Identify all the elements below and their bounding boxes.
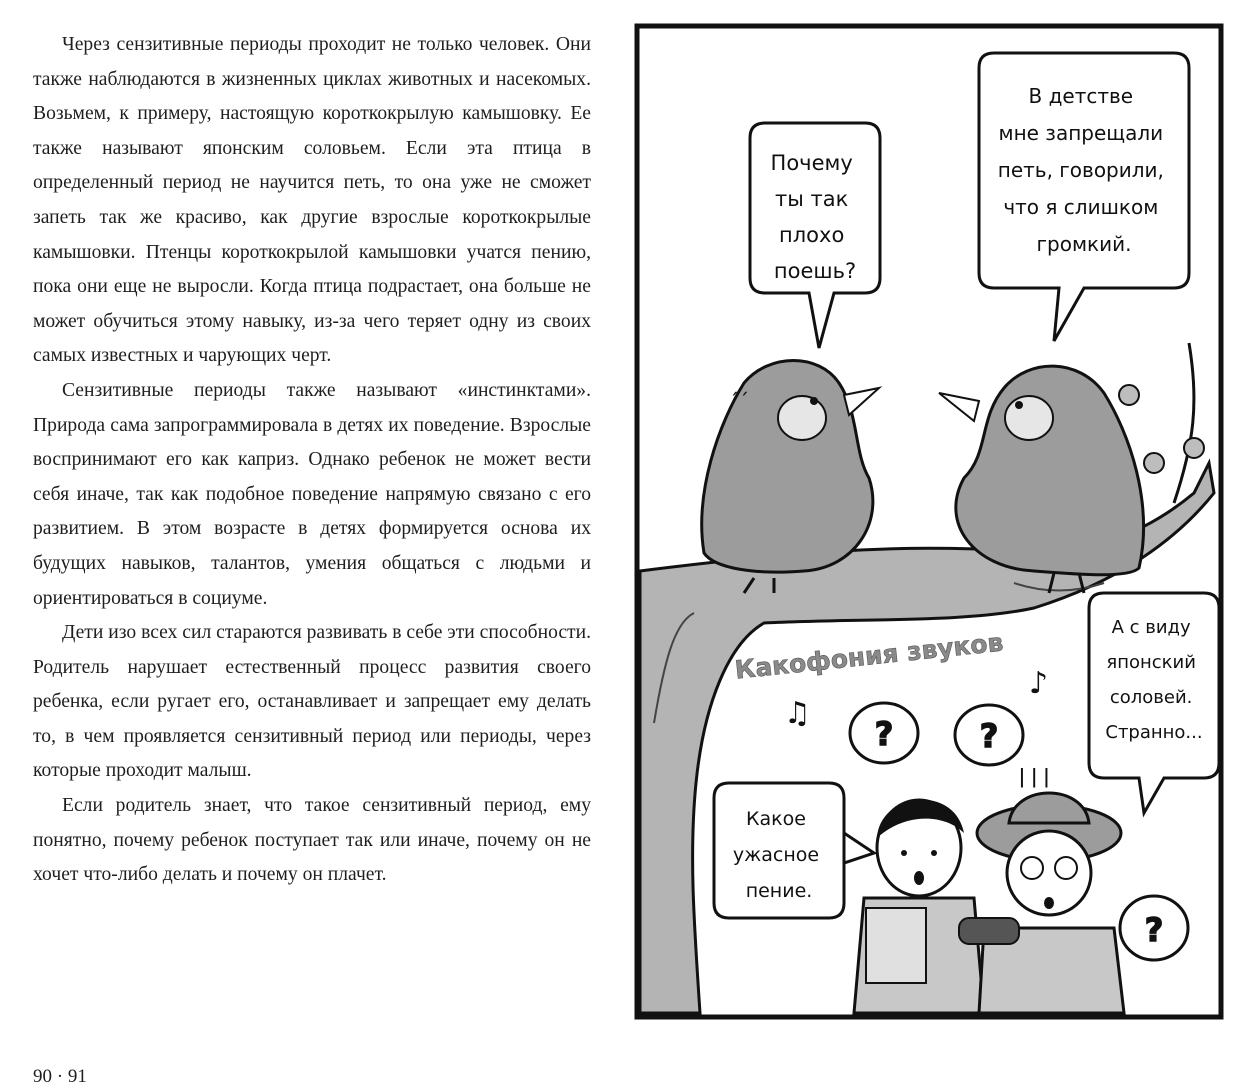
comic-panel xyxy=(634,23,1224,1020)
observer-left-line-3: пение. xyxy=(745,880,813,902)
caption-cacophony: Какофония звуков xyxy=(733,627,1005,685)
blossom-icon xyxy=(1184,438,1204,458)
question-bubble-2 xyxy=(955,705,1023,765)
paragraph-4: Если родитель знает, что такое сензитивный период, ему понятно, почему ребенок поступает так или иначе, почему он не хочет что-либо делать и почему он плачет. xyxy=(33,795,591,886)
bubble-left-line-4: поешь? xyxy=(773,259,857,283)
paragraph-2: Сензитивные периоды также называют «инстинктами». Природа сама запрограммировала в детях их поведение. Взрослые воспринимают его как каприз. Однако ребенок не может вести себя иначе, так как подобное поведение напрямую связано с его развитием. В этом возрасте в детях формируется основа их будущих навыков, талантов, умения общаться с людьми и ориентироваться в социуме. xyxy=(33,379,591,609)
bubble-right-line-2: мне запрещали xyxy=(998,121,1164,145)
paragraph-1: Через сензитивные периоды проходит не только человек. Они также наблюдаются в жизненных циклах животных и насекомых. Возьмем, к примеру, настоящую короткокрылую камышовку. Ее также называют японским соловьем. Если эта птица в определенный период не научится петь, то она уже не сможет запеть так же красиво, как другие взрослые короткокрылые камышовки. Птенцы короткокрылой камышовки учатся пению, пока они еще не выросли. Когда птица подрастает, она больше не может обучиться этому навыку, из-за чего теряет одну из своих самых известных и чарующих черт. xyxy=(33,34,591,367)
bubble-right-line-4: что я слишком xyxy=(1003,195,1159,219)
paragraph-3: Дети изо всех сил стараются развивать в себе эти способности. Родитель нарушает естественный процесс развития своего ребенка, если ругает его, останавливает и запрещает ему делать то, в чем проявляется сензитивный период или периоды, через которые проходит малыш. xyxy=(33,622,591,782)
observer-left-line-2: ужасное xyxy=(732,844,820,866)
bubble-right-line-1: В детстве xyxy=(1028,84,1134,108)
bubble-left-line-3: плохо xyxy=(779,223,845,247)
blossom-icon xyxy=(1144,453,1164,473)
music-note-icon: ♪ xyxy=(1029,666,1049,701)
observer-right-line-4: Странно... xyxy=(1105,722,1203,743)
question-bubble-3 xyxy=(1120,896,1188,960)
observer-right-line-3: соловей. xyxy=(1109,687,1193,708)
music-note-icon: ♫ xyxy=(784,696,811,731)
binoculars-icon xyxy=(959,918,1019,944)
question-bubble-1 xyxy=(850,703,918,763)
bubble-right-line-5: громкий. xyxy=(1036,232,1132,256)
svg-text:?: ? xyxy=(874,715,894,753)
observer-right-line-1: А с виду xyxy=(1111,617,1191,638)
observer-right-line-2: японский xyxy=(1106,652,1196,673)
clipboard-icon xyxy=(866,908,926,983)
body-text-column xyxy=(33,28,591,893)
blossom-icon xyxy=(1119,385,1139,405)
sweat-drops-icon: ´ˊ xyxy=(729,389,749,413)
bubble-right-line-3: петь, говорили, xyxy=(997,158,1164,182)
svg-text:?: ? xyxy=(979,717,999,755)
observer-left-line-1: Какое xyxy=(746,808,806,830)
bubble-left-line-2: ты так xyxy=(775,187,849,211)
svg-text:?: ? xyxy=(1144,911,1164,949)
surprise-marks-icon: ǀ ǀ ǀ xyxy=(1019,764,1050,788)
page-number: 90 · 91 xyxy=(33,1066,87,1087)
bubble-left-line-1: Почему xyxy=(770,151,853,175)
svg-text:Какое ужасное xyxy=(733,808,825,902)
